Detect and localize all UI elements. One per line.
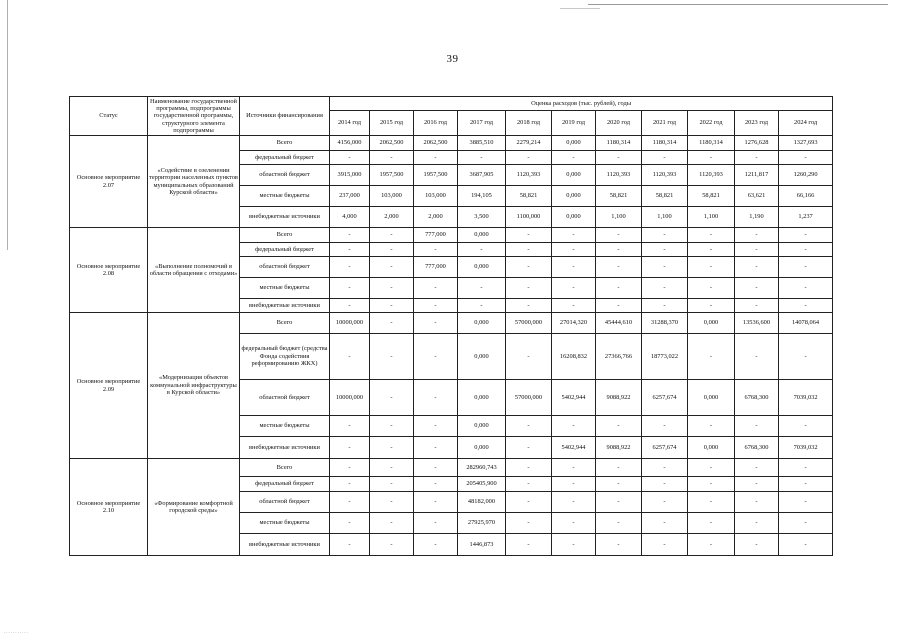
cell-value: - <box>330 299 370 313</box>
cell-value: - <box>458 243 506 257</box>
cell-value: - <box>596 416 642 437</box>
row-financing-source: местные бюджеты <box>240 186 330 207</box>
cell-value: 5402,944 <box>552 380 596 416</box>
header-year: 2014 год <box>330 111 370 136</box>
table-row <box>70 313 833 334</box>
cell-value: 0,000 <box>688 380 735 416</box>
cell-value: - <box>330 228 370 243</box>
cell-value: - <box>735 228 779 243</box>
cell-value: - <box>330 334 370 380</box>
header-year: 2015 год <box>370 111 414 136</box>
cell-value: - <box>370 299 414 313</box>
cell-value: - <box>596 477 642 492</box>
cell-value: - <box>458 278 506 299</box>
cell-value: 57000,000 <box>506 313 552 334</box>
row-financing-source: местные бюджеты <box>240 416 330 437</box>
cell-value: - <box>735 459 779 477</box>
header-year: 2016 год <box>414 111 458 136</box>
cell-value: - <box>506 151 552 165</box>
table-row <box>70 459 833 477</box>
cell-value: 6257,674 <box>642 437 688 459</box>
row-financing-source: областной бюджет <box>240 257 330 278</box>
cell-value: - <box>506 534 552 556</box>
header-year: 2020 год <box>596 111 642 136</box>
row-financing-source: Всего <box>240 136 330 151</box>
cell-value: 1,190 <box>735 207 779 228</box>
cell-value: - <box>642 278 688 299</box>
cell-value: - <box>596 459 642 477</box>
cell-value: - <box>779 534 833 556</box>
cell-value: 1276,628 <box>735 136 779 151</box>
cell-value: - <box>779 459 833 477</box>
cell-value: - <box>330 513 370 534</box>
cell-value: 0,000 <box>688 437 735 459</box>
cell-value: 1957,500 <box>370 165 414 186</box>
cell-value: - <box>552 513 596 534</box>
cell-value: 2279,214 <box>506 136 552 151</box>
cell-value: - <box>506 492 552 513</box>
cell-value: 58,821 <box>506 186 552 207</box>
cell-value: - <box>735 492 779 513</box>
header-year: 2018 год <box>506 111 552 136</box>
cell-value: 4156,000 <box>330 136 370 151</box>
cell-value: 9088,922 <box>596 437 642 459</box>
cell-value: - <box>370 416 414 437</box>
cell-value: - <box>414 534 458 556</box>
cell-value: - <box>414 380 458 416</box>
cell-value: - <box>642 416 688 437</box>
cell-value: - <box>330 278 370 299</box>
cell-value: - <box>414 313 458 334</box>
cell-value: - <box>779 228 833 243</box>
cell-value: - <box>688 257 735 278</box>
cell-value: - <box>506 278 552 299</box>
row-financing-source: Всего <box>240 228 330 243</box>
cell-value: 0,000 <box>458 313 506 334</box>
cell-value: 58,821 <box>642 186 688 207</box>
cell-value: 4,000 <box>330 207 370 228</box>
cell-value: 63,621 <box>735 186 779 207</box>
header-year: 2023 год <box>735 111 779 136</box>
cell-value: - <box>596 278 642 299</box>
cell-value: 7039,032 <box>779 437 833 459</box>
cell-value: 1211,817 <box>735 165 779 186</box>
cell-value: - <box>688 459 735 477</box>
cell-value: - <box>552 299 596 313</box>
cell-value: 31288,370 <box>642 313 688 334</box>
cell-value: - <box>506 513 552 534</box>
row-financing-source: областной бюджет <box>240 165 330 186</box>
cell-value: 1327,693 <box>779 136 833 151</box>
header-year: 2017 год <box>458 111 506 136</box>
cell-value: - <box>330 459 370 477</box>
cell-value: 18773,022 <box>642 334 688 380</box>
cell-value: 5402,944 <box>552 437 596 459</box>
row-program-name: «Выполнение полномочий в области обращения с отходами» <box>148 228 240 313</box>
cell-value: - <box>642 257 688 278</box>
cell-value: - <box>370 534 414 556</box>
cell-value: - <box>414 477 458 492</box>
cell-value: - <box>552 151 596 165</box>
cell-value: 1180,314 <box>688 136 735 151</box>
cell-value: - <box>779 243 833 257</box>
cell-value: 1120,393 <box>596 165 642 186</box>
cell-value: 103,000 <box>414 186 458 207</box>
cell-value: - <box>688 334 735 380</box>
cell-value: - <box>330 477 370 492</box>
header-year: 2022 год <box>688 111 735 136</box>
scan-top-rule <box>588 4 888 5</box>
cell-value: 1100,000 <box>506 207 552 228</box>
cell-value: 0,000 <box>458 380 506 416</box>
row-financing-source: внебюджетные источники <box>240 437 330 459</box>
cell-value: - <box>735 278 779 299</box>
cell-value: 1120,393 <box>506 165 552 186</box>
cell-value: 66,166 <box>779 186 833 207</box>
scan-top-rule-short <box>560 8 600 9</box>
cell-value: 777,000 <box>414 228 458 243</box>
cell-value: 1120,393 <box>688 165 735 186</box>
cell-value: - <box>330 151 370 165</box>
row-financing-source: внебюджетные источники <box>240 299 330 313</box>
cell-value: 1120,393 <box>642 165 688 186</box>
row-status: Основное мероприятие 2.08 <box>70 228 148 313</box>
row-financing-source: местные бюджеты <box>240 513 330 534</box>
cell-value: 1446,873 <box>458 534 506 556</box>
cell-value: - <box>552 416 596 437</box>
row-financing-source: федеральный бюджет (средства Фонда содействия реформированию ЖКХ) <box>240 334 330 380</box>
cell-value: - <box>330 492 370 513</box>
row-financing-source: федеральный бюджет <box>240 151 330 165</box>
cell-value: 10000,000 <box>330 380 370 416</box>
cell-value: 13536,600 <box>735 313 779 334</box>
cell-value: - <box>596 228 642 243</box>
cell-value: 7039,032 <box>779 380 833 416</box>
cell-value: 27014,320 <box>552 313 596 334</box>
row-status: Основное мероприятие 2.10 <box>70 459 148 556</box>
cell-value: 3915,000 <box>330 165 370 186</box>
cell-value: - <box>370 243 414 257</box>
cell-value: - <box>552 243 596 257</box>
cell-value: 237,000 <box>330 186 370 207</box>
cell-value: 9088,922 <box>596 380 642 416</box>
header-year: 2024 год <box>779 111 833 136</box>
cell-value: - <box>642 151 688 165</box>
cell-value: - <box>735 416 779 437</box>
cell-value: - <box>642 492 688 513</box>
header-year: 2021 год <box>642 111 688 136</box>
cell-value: - <box>779 151 833 165</box>
cell-value: - <box>596 151 642 165</box>
cell-value: - <box>779 278 833 299</box>
cell-value: - <box>552 278 596 299</box>
cell-value: - <box>414 278 458 299</box>
cell-value: 3885,510 <box>458 136 506 151</box>
cell-value: 0,000 <box>552 186 596 207</box>
cell-value: - <box>506 416 552 437</box>
cell-value: - <box>779 416 833 437</box>
cell-value: - <box>735 534 779 556</box>
cell-value: 1,100 <box>596 207 642 228</box>
cell-value: - <box>370 257 414 278</box>
cell-value: - <box>688 492 735 513</box>
cell-value: - <box>596 534 642 556</box>
cell-value: 57000,000 <box>506 380 552 416</box>
cell-value: 14078,064 <box>779 313 833 334</box>
cell-value: 103,000 <box>370 186 414 207</box>
cell-value: - <box>642 243 688 257</box>
cell-value: - <box>642 228 688 243</box>
row-financing-source: местные бюджеты <box>240 278 330 299</box>
cell-value: 194,105 <box>458 186 506 207</box>
row-financing-source: федеральный бюджет <box>240 243 330 257</box>
cell-value: - <box>506 477 552 492</box>
cell-value: - <box>506 228 552 243</box>
cell-value: 1180,314 <box>596 136 642 151</box>
cell-value: 58,821 <box>596 186 642 207</box>
cell-value: - <box>458 299 506 313</box>
header-financing-source: Источники финансирования <box>240 97 330 136</box>
cell-value: - <box>735 513 779 534</box>
cell-value: - <box>414 492 458 513</box>
cell-value: - <box>414 416 458 437</box>
cell-value: - <box>552 492 596 513</box>
cell-value: - <box>779 299 833 313</box>
cell-value: - <box>414 299 458 313</box>
scan-footer-mark: ........... <box>4 630 29 635</box>
cell-value: 1,100 <box>688 207 735 228</box>
cell-value: 3,500 <box>458 207 506 228</box>
cell-value: 0,000 <box>688 313 735 334</box>
cell-value: - <box>596 492 642 513</box>
cell-value: - <box>688 416 735 437</box>
header-status: Статус <box>70 97 148 136</box>
cell-value: 1957,500 <box>414 165 458 186</box>
cell-value: 3687,905 <box>458 165 506 186</box>
row-financing-source: внебюджетные источники <box>240 207 330 228</box>
cell-value: 2,000 <box>414 207 458 228</box>
cell-value: - <box>370 278 414 299</box>
cell-value: - <box>688 228 735 243</box>
cell-value: - <box>370 513 414 534</box>
cell-value: - <box>688 299 735 313</box>
cell-value: - <box>414 459 458 477</box>
cell-value: - <box>735 257 779 278</box>
row-financing-source: областной бюджет <box>240 380 330 416</box>
cell-value: - <box>330 534 370 556</box>
row-financing-source: федеральный бюджет <box>240 477 330 492</box>
cell-value: - <box>735 477 779 492</box>
header-program-name: Наименование государственной программы, подпрограммы государственной программы, структурного элемента подпрограммы <box>148 97 240 136</box>
cell-value: - <box>506 243 552 257</box>
cell-value: - <box>414 513 458 534</box>
cell-value: - <box>688 477 735 492</box>
cell-value: 0,000 <box>552 165 596 186</box>
cell-value: - <box>552 257 596 278</box>
cell-value: - <box>642 513 688 534</box>
cell-value: - <box>596 299 642 313</box>
cell-value: - <box>370 492 414 513</box>
table-row <box>70 228 833 243</box>
cell-value: - <box>414 334 458 380</box>
cell-value: 48182,000 <box>458 492 506 513</box>
cell-value: - <box>688 534 735 556</box>
page-number: 39 <box>446 53 459 65</box>
cell-value: - <box>779 492 833 513</box>
cell-value: - <box>596 257 642 278</box>
cell-value: 10000,000 <box>330 313 370 334</box>
cell-value: - <box>552 477 596 492</box>
cell-value: 777,000 <box>414 257 458 278</box>
header-expense-estimate: Оценка расходов (тыс. рублей), годы <box>330 97 833 111</box>
cell-value: - <box>330 437 370 459</box>
header-year: 2019 год <box>552 111 596 136</box>
row-program-name: «Модернизация объектов коммунальной инфраструктуры в Курской области» <box>148 313 240 459</box>
cell-value: - <box>370 228 414 243</box>
row-financing-source: Всего <box>240 313 330 334</box>
cell-value: - <box>330 243 370 257</box>
cell-value: - <box>370 334 414 380</box>
cell-value: 6768,300 <box>735 437 779 459</box>
cell-value: 1,100 <box>642 207 688 228</box>
cell-value: 282960,743 <box>458 459 506 477</box>
cell-value: - <box>506 257 552 278</box>
cell-value: - <box>506 437 552 459</box>
cell-value: 0,000 <box>458 257 506 278</box>
cell-value: - <box>779 257 833 278</box>
scan-margin-line <box>7 0 8 250</box>
row-program-name: «Содействие в озеленении территории населенных пунктов муниципальных образований Курской области» <box>148 136 240 228</box>
row-status: Основное мероприятие 2.09 <box>70 313 148 459</box>
cell-value: 45444,610 <box>596 313 642 334</box>
cell-value: - <box>370 459 414 477</box>
row-financing-source: областной бюджет <box>240 492 330 513</box>
cell-value: - <box>370 437 414 459</box>
cell-value: 27925,970 <box>458 513 506 534</box>
cell-value: - <box>735 334 779 380</box>
cell-value: 2,000 <box>370 207 414 228</box>
cell-value: - <box>370 477 414 492</box>
cell-value: 0,000 <box>458 416 506 437</box>
cell-value: 2062,500 <box>414 136 458 151</box>
cell-value: - <box>642 299 688 313</box>
cell-value: - <box>370 151 414 165</box>
cell-value: - <box>552 228 596 243</box>
expense-estimate-table <box>69 96 833 556</box>
cell-value: 58,821 <box>688 186 735 207</box>
cell-value: 1,237 <box>779 207 833 228</box>
cell-value: - <box>642 534 688 556</box>
table-row <box>70 136 833 151</box>
cell-value: - <box>506 334 552 380</box>
cell-value: - <box>506 459 552 477</box>
cell-value: 6257,674 <box>642 380 688 416</box>
cell-value: - <box>552 459 596 477</box>
cell-value: - <box>596 243 642 257</box>
cell-value: - <box>330 416 370 437</box>
cell-value: 0,000 <box>458 437 506 459</box>
table-header-row <box>70 97 833 111</box>
cell-value: - <box>414 151 458 165</box>
cell-value: - <box>642 459 688 477</box>
cell-value: - <box>688 513 735 534</box>
row-financing-source: Всего <box>240 459 330 477</box>
cell-value: - <box>779 513 833 534</box>
cell-value: 6768,300 <box>735 380 779 416</box>
cell-value: - <box>688 243 735 257</box>
cell-value: - <box>735 299 779 313</box>
cell-value: - <box>458 151 506 165</box>
cell-value: - <box>779 477 833 492</box>
cell-value: - <box>414 437 458 459</box>
cell-value: 16208,832 <box>552 334 596 380</box>
cell-value: 0,000 <box>458 228 506 243</box>
cell-value: - <box>506 299 552 313</box>
cell-value: - <box>688 278 735 299</box>
cell-value: - <box>735 243 779 257</box>
cell-value: - <box>370 313 414 334</box>
cell-value: - <box>735 151 779 165</box>
cell-value: 27366,766 <box>596 334 642 380</box>
row-financing-source: внебюджетные источники <box>240 534 330 556</box>
cell-value: 0,000 <box>552 136 596 151</box>
cell-value: - <box>370 380 414 416</box>
row-status: Основное мероприятие 2.07 <box>70 136 148 228</box>
cell-value: - <box>779 334 833 380</box>
cell-value: 0,000 <box>458 334 506 380</box>
cell-value: - <box>596 513 642 534</box>
table-body <box>70 136 833 556</box>
cell-value: 1180,314 <box>642 136 688 151</box>
cell-value: - <box>642 477 688 492</box>
cell-value: - <box>330 257 370 278</box>
row-program-name: «Формирование комфортной городской среды» <box>148 459 240 556</box>
cell-value: 0,000 <box>552 207 596 228</box>
cell-value: 1260,290 <box>779 165 833 186</box>
cell-value: 205405,900 <box>458 477 506 492</box>
cell-value: - <box>414 243 458 257</box>
cell-value: 2062,500 <box>370 136 414 151</box>
cell-value: - <box>552 534 596 556</box>
cell-value: - <box>688 151 735 165</box>
